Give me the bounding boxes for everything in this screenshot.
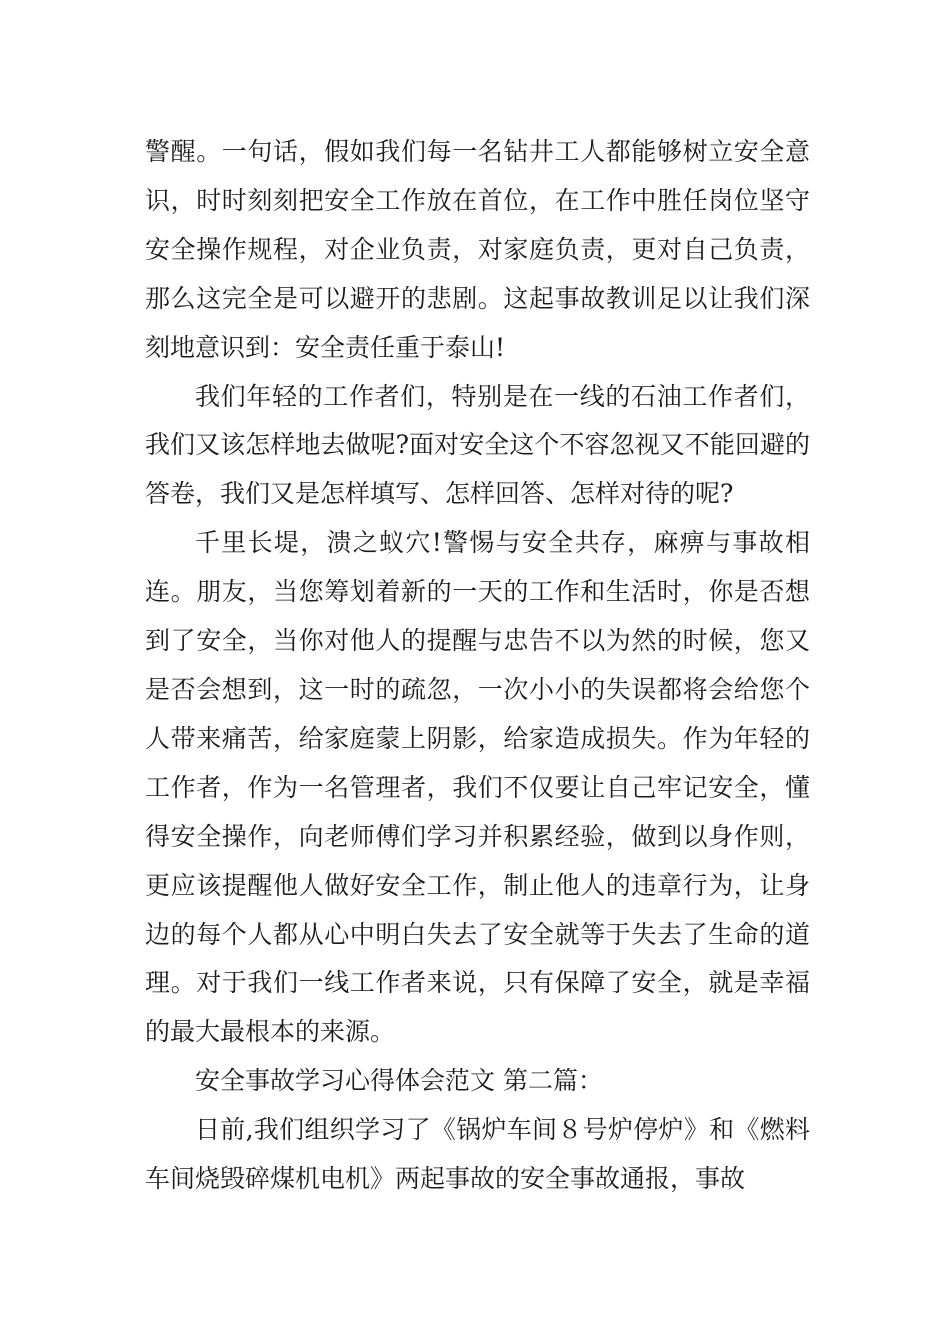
- paragraph-vigilance: 千里长堤，溃之蚁穴!警惕与安全共存，麻痹与事故相连。朋友，当您筹划着新的一天的工作和生活时，你是否想到了安全，当你对他人的提醒与忠告不以为然的时候，您又是否会想到，这一时的疏忽，一次小小的失误都将会给您个人带来痛苦，给家庭蒙上阴影，给家造成损失。作为年轻的工作者，作为一名管理者，我们不仅要让自己牢记安全，懂得安全操作，向老师傅们学习并积累经验，做到以身作则，更应该提醒他人做好安全工作，制止他人的违章行为，让身边的每个人都从心中明白失去了安全就等于失去了生命的道理。对于我们一线工作者来说，只有保障了安全，就是幸福的最大最根本的来源。: [145, 528, 810, 1047]
- paragraph-young-workers: 我们年轻的工作者们，特别是在一线的石油工作者们，我们又该怎样地去做呢?面对安全这个不容忽视又不能回避的答卷，我们又是怎样填写、怎样回答、怎样对待的呢?: [145, 381, 810, 509]
- paragraph-second-article: 日前,我们组织学习了《锅炉车间８号炉停炉》和《燃料车间烧毁碎煤机电机》两起事故的安全事故通报，事故: [145, 1115, 810, 1194]
- section-heading: 安全事故学习心得体会范文 第二篇：: [195, 1066, 603, 1096]
- paragraph-continuation: 警醒。一句话，假如我们每一名钻井工人都能够树立安全意识，时时刻刻把安全工作放在首位，在工作中胜任岗位坚守安全操作规程，对企业负责，对家庭负责，更对自己负责，那么这完全是可以避开的悲剧。这起事故教训足以让我们深刻地意识到：安全责任重于泰山!: [145, 137, 810, 362]
- document-body: [145, 128, 810, 1204]
